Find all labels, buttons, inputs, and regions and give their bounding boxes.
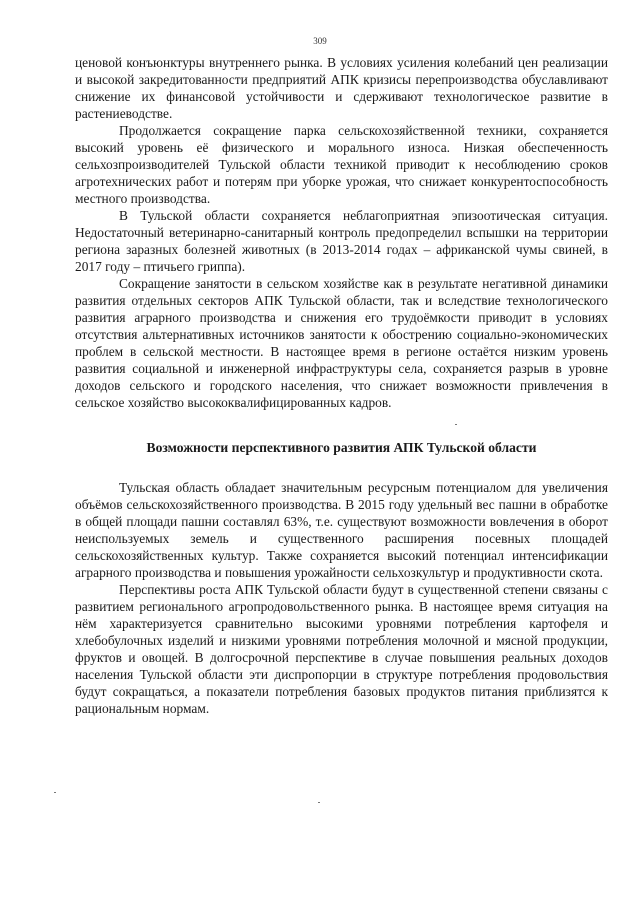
paragraph: ценовой конъюнктуры внутреннего рынка. В условиях усиления колебаний цен реализации и высокой закредитованности предприятий АПК кризисы перепроизводства обуславливают снижение их финансовой устойчивости и сдерживают технологическое развитие в растениеводстве. bbox=[75, 55, 608, 121]
scan-speck bbox=[455, 424, 457, 425]
scan-speck bbox=[318, 802, 320, 803]
scan-speck bbox=[54, 792, 56, 793]
paragraph: Тульская область обладает значительным ресурсным потенциалом для увеличения объёмов сельскохозяйственного производства. В 2015 году удельный вес пашни в обработке в общей площади пашни составлял 63%, т.е. существуют возможности вовлечения в оборот неиспользуемых земель и существенного расширения посевных площадей сельскохозяйственных культур. Также сохраняется высокий потенциал интенсификации аграрного производства и повышения урожайности сельхозкультур и продуктивности скота. bbox=[75, 480, 608, 580]
page-body bbox=[75, 54, 608, 717]
paragraph: Перспективы роста АПК Тульской области будут в существенной степени связаны с развитием регионального агропродовольственного рынка. В настоящее время ситуация на нём характеризуется сравнительно высокими уровнями потребления картофеля и хлебобулочных изделий и низкими уровнями потребления молочной и мясной продукции, фруктов и овощей. В долгосрочной перспективе в случае повышения реальных доходов населения Тульской области эти диспропорции в структуре потребления продовольствия будут сокращаться, а показатели потребления базовых продуктов питания приблизятся к рациональным нормам. bbox=[75, 582, 608, 716]
paragraph: Продолжается сокращение парка сельскохозяйственной техники, сохраняется высокий уровень её физического и морального износа. Низкая обеспеченность сельхозпроизводителей Тульской области техникой приводит к несоблюдению сроков агротехнических работ и потерям при уборке урожая, что снижает конкурентоспособность местного производства. bbox=[75, 123, 608, 206]
page-number: 309 bbox=[313, 36, 327, 46]
paragraph: В Тульской области сохраняется неблагоприятная эпизоотическая ситуация. Недостаточный ветеринарно-санитарный контроль предопределил вспышки на территории региона заразных болезней животных (в 2013-2014 годах – африканской чумы свиней, в 2017 году – птичьего гриппа). bbox=[75, 208, 608, 274]
paragraph: Сокращение занятости в сельском хозяйстве как в результате негативной динамики развития отдельных секторов АПК Тульской области, так и вследствие технологического развития аграрного производства и снижения его трудоёмкости приводит в условиях отсутствия альтернативных источников занятости к обострению социально-экономических проблем в сельской местности. В настоящее время в регионе остаётся низким уровень развития социальной и инженерной инфраструктуры села, сохраняется разрыв в уровне доходов сельского и городского населения, что снижает возможности привлечения в сельское хозяйство высококвалифицированных кадров. bbox=[75, 276, 608, 410]
section-heading: Возможности перспективного развития АПК Тульской области bbox=[146, 440, 537, 455]
